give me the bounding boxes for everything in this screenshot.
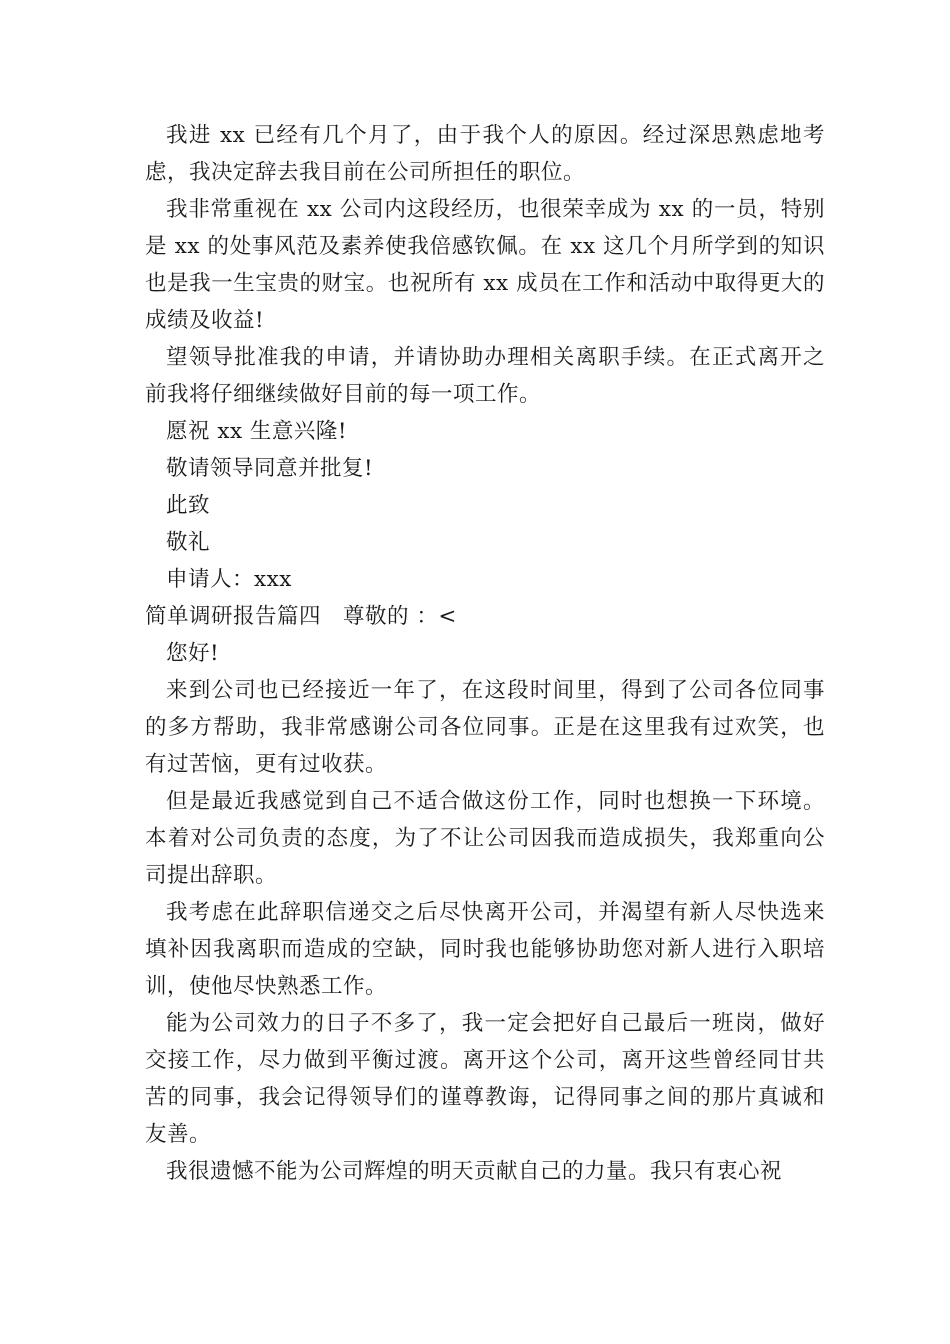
paragraph-regret: 我很遗憾不能为公司辉煌的明天贡献自己的力量。我只有衷心祝 <box>166 1159 783 1184</box>
closing-regards: 敬礼 <box>166 530 211 555</box>
section-heading: 简单调研报告篇四 尊敬的 ：< <box>145 604 457 629</box>
paragraph-request-approval: 望领导批准我的申请，并请协助办理相关离职手续。在正式离开之前我将仔细继续做好目前的每一项工作。 <box>145 345 825 407</box>
paragraph-resignation-intro: 我进 xx 已经有几个月了，由于我个人的原因。经过深思熟虑地考虑，我决定辞去我目前在公司所担任的职位。 <box>145 123 825 185</box>
applicant-signature: 申请人：xxx <box>166 567 292 592</box>
closing-salutation: 此致 <box>166 493 211 518</box>
document-body <box>145 117 825 1190</box>
paragraph-last-days: 能为公司效力的日子不多了，我一定会把好自己最后一班岗，做好交接工作，尽力做到平衡过渡。离开这个公司，离开这些曾经同甘共苦的同事，我会记得领导们的谨尊教诲，记得同事之间的那片真诚和友善。 <box>145 1011 825 1147</box>
paragraph-one-year: 来到公司也已经接近一年了，在这段时间里，得到了公司各位同事的多方帮助，我非常感谢公司各位同事。正是在这里我有过欢笑，也有过苦恼，更有过收获。 <box>145 678 825 777</box>
paragraph-handover-plan: 我考虑在此辞职信递交之后尽快离开公司，并渴望有新人尽快选来填补因我离职而造成的空缺，同时我也能够协助您对新人进行入职培训，使他尽快熟悉工作。 <box>145 900 825 999</box>
paragraph-reason: 但是最近我感觉到自己不适合做这份工作，同时也想换一下环境。本着对公司负责的态度，为了不让公司因我而造成损失，我郑重向公司提出辞职。 <box>145 789 825 888</box>
greeting: 您好! <box>166 641 220 666</box>
paragraph-wish: 愿祝 xx 生意兴隆! <box>166 419 348 444</box>
paragraph-request-reply: 敬请领导同意并批复! <box>166 456 374 481</box>
paragraph-gratitude: 我非常重视在 xx 公司内这段经历，也很荣幸成为 xx 的一员，特别是 xx 的处事风范及素养使我倍感钦佩。在 xx 这几个月所学到的知识也是我一生宝贵的财宝。也祝所有 xx 成员在工作和活动中取得更大的成绩及收益! <box>145 197 825 333</box>
